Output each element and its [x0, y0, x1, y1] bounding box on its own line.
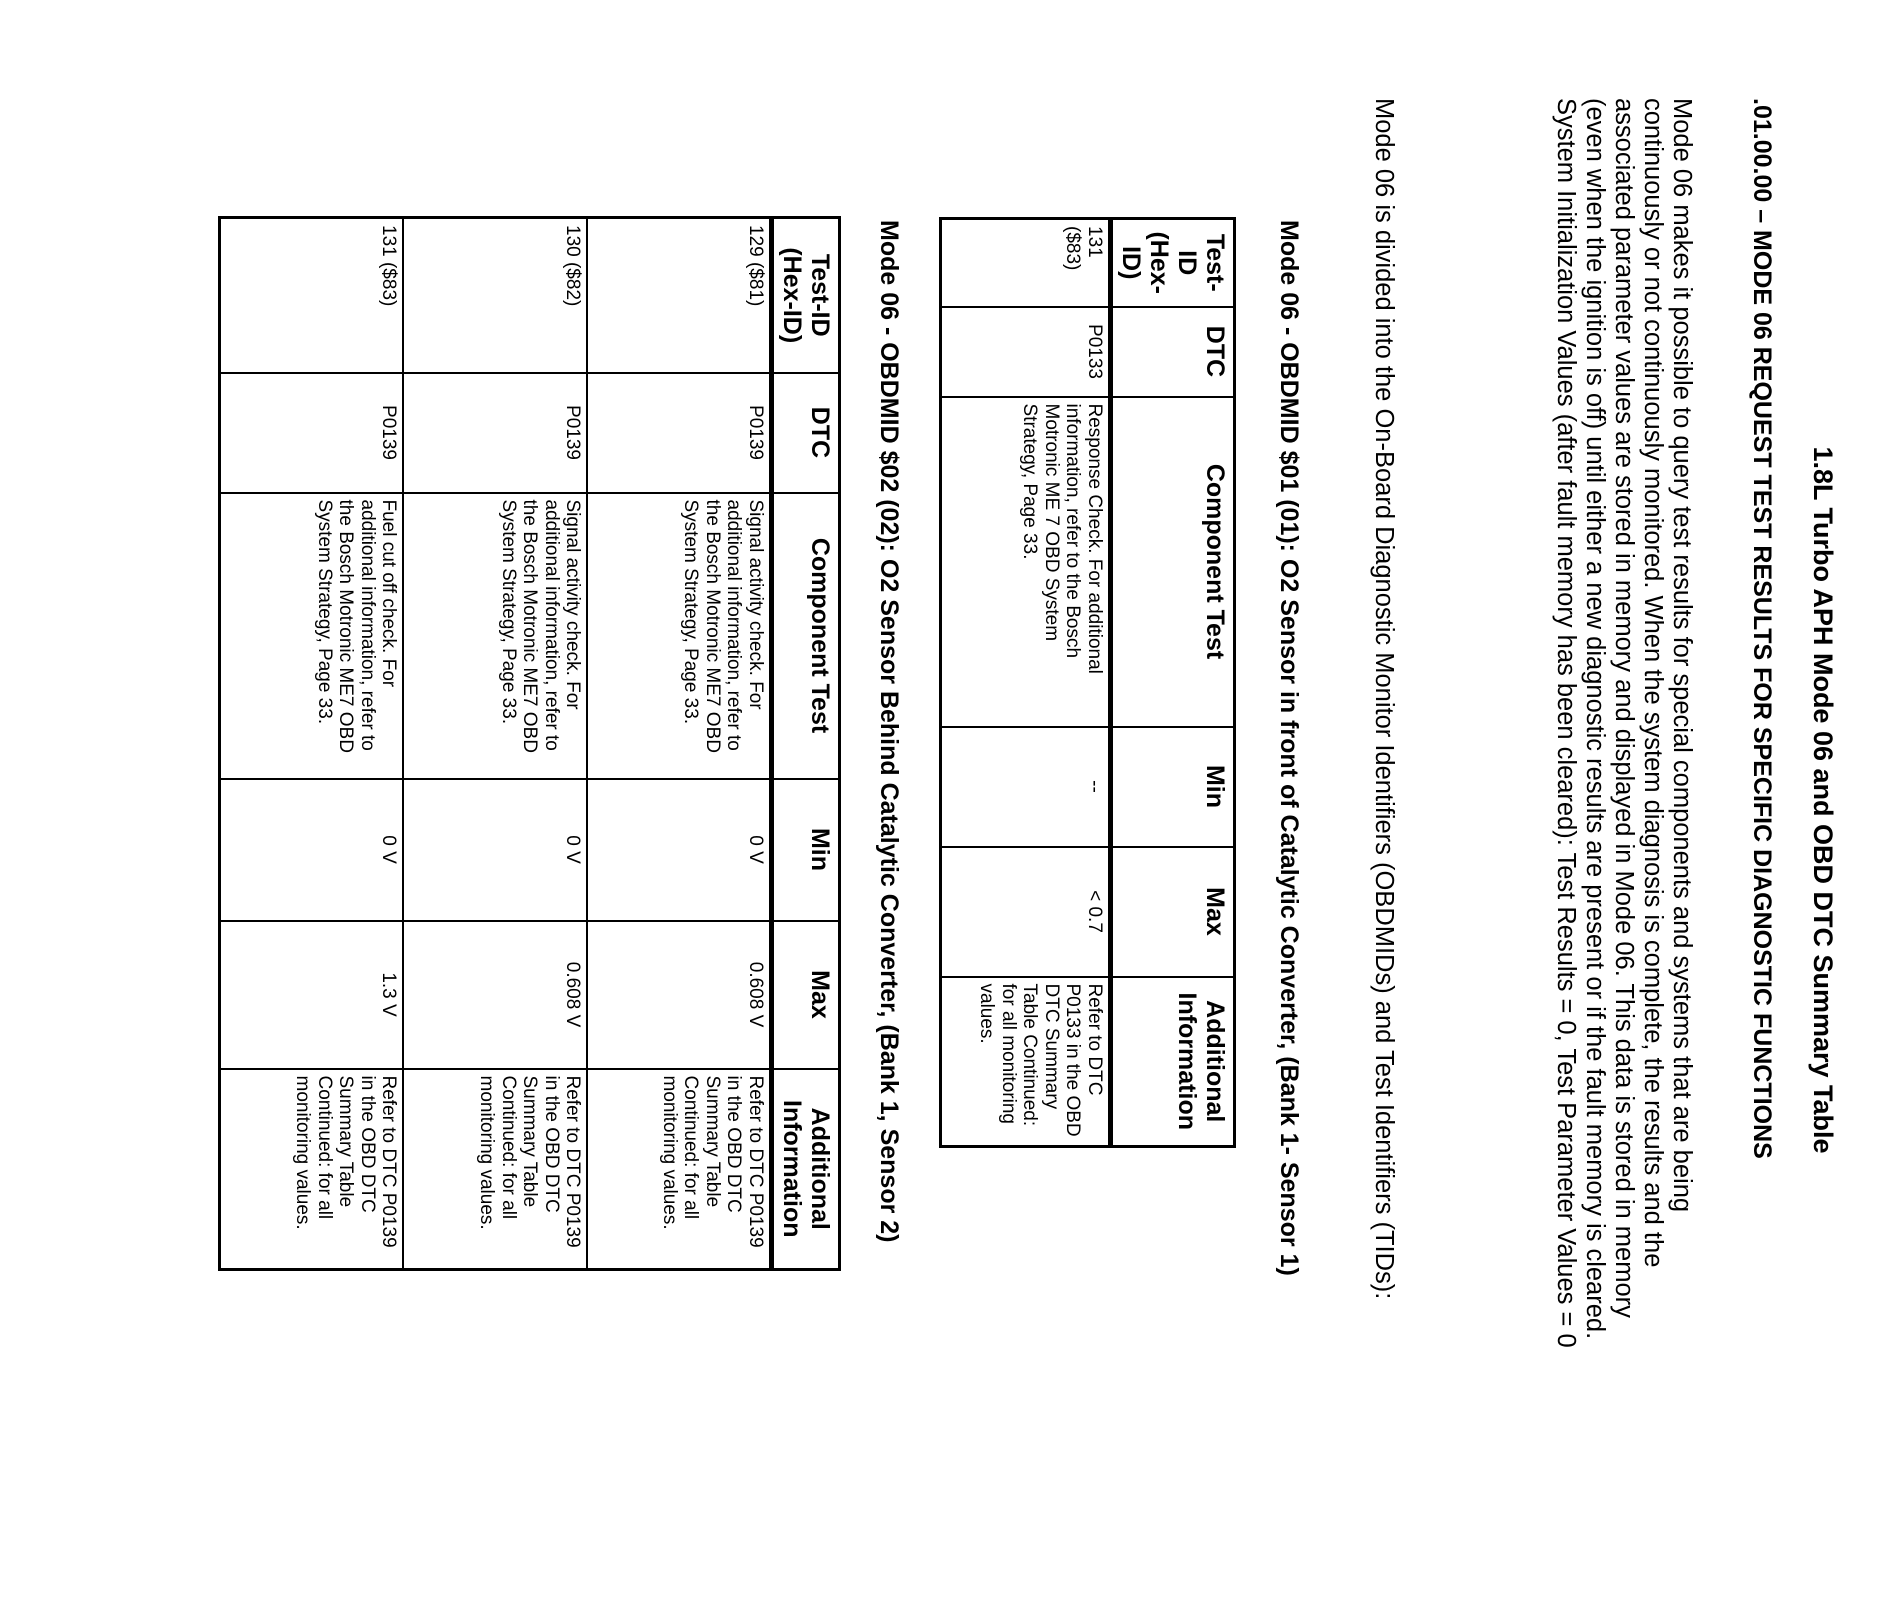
- cell-max: 0.608 V: [404, 921, 588, 1069]
- intro-paragraph: Mode 06 makes it possible to query test results for special components and systems that are being continuously or not continuously monitored. When the system diagnosis is complete, the results and the associated parameter values are stored in memory and displayed in Mode 06. This data is stored in memory (even when the ignition is off) until either a new diagnostic results are present or if the fault memory is cleared. System Initialization Values (after fault memory has been cleared): Test Results = 0, Test Parameter Values = 0: [1552, 98, 1696, 1348]
- cell-component-test: Signal activity check. For additional information, refer to the Bosch Motronic ME7 OBD System Strategy, Page 33.: [588, 493, 772, 779]
- table2-title: Mode 06 - OBDMID $02 (02): O2 Sensor Behind Catalytic Converter, (Bank 1, Sensor 2): [875, 220, 903, 1243]
- obdmid-02-table: [218, 216, 841, 1271]
- obdmid-01-table: [939, 217, 1236, 1148]
- cell-dtc: P0133: [941, 307, 1111, 397]
- obdmid-paragraph: Mode 06 is divided into the On-Board Diagnostic Monitor Identifiers (OBDMIDs) and Test Identifiers (TIDs):: [1370, 98, 1398, 1300]
- cell-dtc: P0139: [220, 373, 404, 493]
- cell-additional-info: Refer to DTC P0133 in the OBD DTC Summary Table Continued: for all monitoring values.: [941, 977, 1111, 1147]
- cell-test-id: 131 ($83): [941, 219, 1111, 307]
- cell-additional-info: Refer to DTC P0139 in the OBD DTC Summary Table Continued: for all monitoring values.: [220, 1069, 404, 1270]
- document-title: 1.8L Turbo APH Mode 06 and OBD DTC Summary Table: [1808, 446, 1838, 1154]
- table-header-row: [772, 218, 840, 1270]
- cell-dtc: P0139: [588, 373, 772, 493]
- cell-dtc: P0139: [404, 373, 588, 493]
- header-dtc: DTC: [1111, 307, 1235, 397]
- header-dtc: DTC: [772, 373, 840, 493]
- section-heading: .01.00.00 – MODE 06 REQUEST TEST RESULTS FOR SPECIFIC DIAGNOSTIC FUNCTIONS: [1748, 98, 1776, 1159]
- cell-component-test: Signal activity check. For additional information, refer to the Bosch Motronic ME7 OBD System Strategy, Page 33.: [404, 493, 588, 779]
- cell-max: 1.3 V: [220, 921, 404, 1069]
- header-additional-info: Additional Information: [1111, 977, 1235, 1147]
- cell-max: 0.608 V: [588, 921, 772, 1069]
- cell-min: 0 V: [220, 779, 404, 921]
- header-component-test: Component Test: [772, 493, 840, 779]
- header-max: Max: [772, 921, 840, 1069]
- table-row: [941, 219, 1111, 1147]
- cell-additional-info: Refer to DTC P0139 in the OBD DTC Summary Table Continued: for all monitoring values.: [588, 1069, 772, 1270]
- cell-component-test: Fuel cut off check. For additional information, refer to the Bosch Motronic ME7 OBD System Strategy, Page 33.: [220, 493, 404, 779]
- header-test-id: Test-ID (Hex-ID): [772, 218, 840, 373]
- cell-additional-info: Refer to DTC P0139 in the OBD DTC Summary Table Continued: for all monitoring values.: [404, 1069, 588, 1270]
- cell-min: 0 V: [404, 779, 588, 921]
- header-max: Max: [1111, 847, 1235, 977]
- cell-test-id: 131 ($83): [220, 218, 404, 373]
- cell-test-id: 130 ($82): [404, 218, 588, 373]
- table1-title: Mode 06 - OBDMID $01 (01): O2 Sensor in front of Catalytic Converter, (Bank 1- Sensor 1): [1275, 220, 1303, 1276]
- header-min: Min: [772, 779, 840, 921]
- cell-min: --: [941, 727, 1111, 847]
- cell-min: 0 V: [588, 779, 772, 921]
- table-row: [404, 218, 588, 1270]
- header-min: Min: [1111, 727, 1235, 847]
- table-header-row: [1111, 219, 1235, 1147]
- cell-max: < 0.7: [941, 847, 1111, 977]
- header-additional-info: Additional Information: [772, 1069, 840, 1270]
- cell-component-test: Response Check. For additional information, refer to the Bosch Motronic ME 7 OBD System Strategy, Page 33.: [941, 397, 1111, 727]
- header-component-test: Component Test: [1111, 397, 1235, 727]
- header-test-id: Test-ID (Hex-ID): [1111, 219, 1235, 307]
- cell-test-id: 129 ($81): [588, 218, 772, 373]
- table-row: [220, 218, 404, 1270]
- table-row: [588, 218, 772, 1270]
